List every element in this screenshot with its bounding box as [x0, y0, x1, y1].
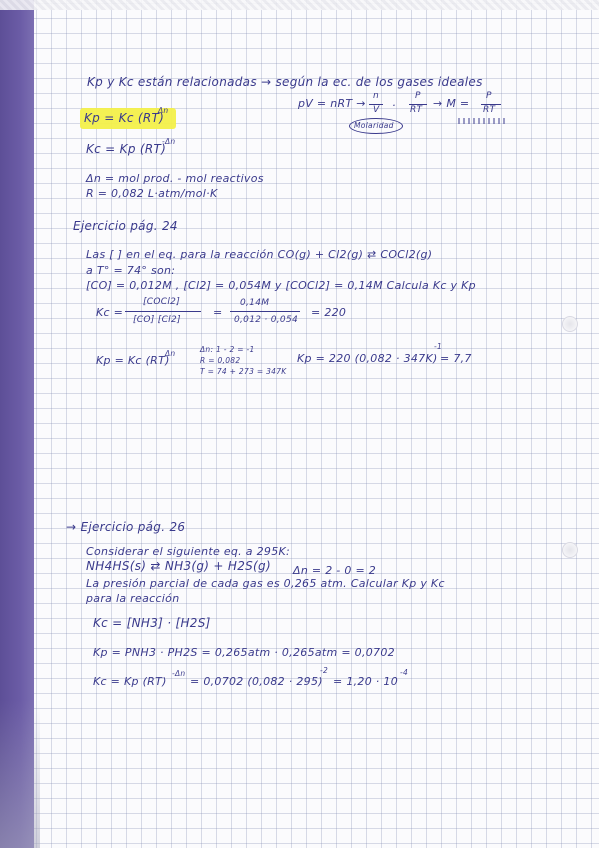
- molarity-eq: → M =: [433, 97, 470, 110]
- exercise-26-statement: Considerar el siguiente eq. a 295K:: [86, 545, 291, 558]
- exercise-24-heading: Ejercicio pág. 24: [73, 219, 178, 233]
- exercise-24-statement: Las [ ] en el eq. para la reacción CO(g) + Cl2(g) ⇄ COCl2(g): [86, 248, 433, 261]
- page-shadow: [0, 700, 40, 848]
- fraction-bar: [230, 311, 300, 312]
- formula-kp: Kp = Kc (RT): [84, 111, 165, 125]
- kc-sub-exp: -2: [320, 666, 329, 675]
- frac-n: n: [373, 91, 380, 101]
- r-constant: R = 0,082 L·atm/mol·K: [86, 187, 218, 200]
- kp-exponent: -1: [434, 342, 443, 351]
- intro-line: Kp y Kc están relacionadas → según la ec. de los gases ideales: [87, 75, 483, 89]
- formula-kp-exp: Δn: [158, 106, 169, 115]
- kc-result-26: = 1,20 · 10: [333, 675, 398, 688]
- reaction-equation: NH4HS(s) ⇄ NH3(g) + H2S(g): [86, 559, 271, 573]
- formula-kc-exp: -Δn: [162, 137, 176, 146]
- frac-p: P: [415, 91, 421, 101]
- kc-expression: Kc = [NH3] · [H2S]: [93, 616, 211, 630]
- delta-n-definition: Δn = mol prod. - mol reactivos: [86, 172, 264, 185]
- frac-v: V: [373, 105, 380, 115]
- kc-calc-exp: -Δn: [172, 669, 186, 678]
- kp-formula-exp: Δn: [165, 349, 176, 358]
- exercise-24-concentrations: [CO] = 0,012M , [Cl2] = 0,054M y [COCl2] = 0,14M Calcula Kc y Kp: [86, 279, 476, 292]
- kc-result-exp: -4: [400, 668, 409, 677]
- kc-numerator: [COCl2]: [143, 297, 181, 307]
- kc-substitution: = 0,0702 (0,082 · 295): [190, 675, 323, 688]
- kp-substitution: Kp = 220 (0,082 · 347K): [297, 352, 438, 365]
- delta-n-calc: Δn: 1 - 2 = -1: [200, 345, 255, 354]
- molaridad-label: Molaridad: [354, 121, 394, 130]
- kc-denominator: [CO] [Cl2]: [133, 315, 181, 325]
- underline-squiggle: [455, 118, 505, 124]
- r-value: R = 0,082: [200, 356, 241, 365]
- frac-rt2: RT: [483, 105, 496, 115]
- partial-pressure-statement: La presión parcial de cada gas es 0,265 atm. Calcular Kp y Kc: [86, 577, 445, 590]
- kp-result: = 7,7: [440, 352, 472, 365]
- binder-hole: [562, 316, 578, 332]
- fraction-bar: [125, 311, 201, 312]
- dot-operator: ·: [392, 99, 396, 112]
- ideal-gas-eq: pV = nRT →: [298, 97, 366, 110]
- t-kelvin: T = 74 + 273 = 347K: [200, 367, 287, 376]
- exercise-26-heading: → Ejercicio pág. 26: [66, 520, 186, 534]
- kp-calculation: Kp = PNH3 · PH2S = 0,265atm · 0,265atm = 0,0702: [93, 646, 395, 659]
- delta-n-value: Δn = 2 - 0 = 2: [293, 564, 377, 577]
- formula-kc: Kc = Kp (RT): [86, 142, 167, 156]
- equals-sign: =: [213, 306, 223, 319]
- frac-rt: RT: [410, 105, 423, 115]
- exercise-24-temperature: a T° = 74° son:: [86, 264, 176, 277]
- kc-den-value: 0,012 · 0,054: [234, 315, 299, 325]
- kc-result: = 220: [311, 306, 347, 319]
- kc-num-value: 0,14M: [240, 298, 270, 308]
- kc-label: Kc =: [96, 306, 124, 319]
- page-top-edge: [0, 0, 599, 10]
- kc-calculation: Kc = Kp (RT): [93, 675, 167, 688]
- frac-p2: P: [486, 91, 492, 101]
- para-la-reaccion: para la reacción: [86, 592, 180, 605]
- binder-hole: [562, 542, 578, 558]
- kp-formula: Kp = Kc (RT): [96, 354, 170, 367]
